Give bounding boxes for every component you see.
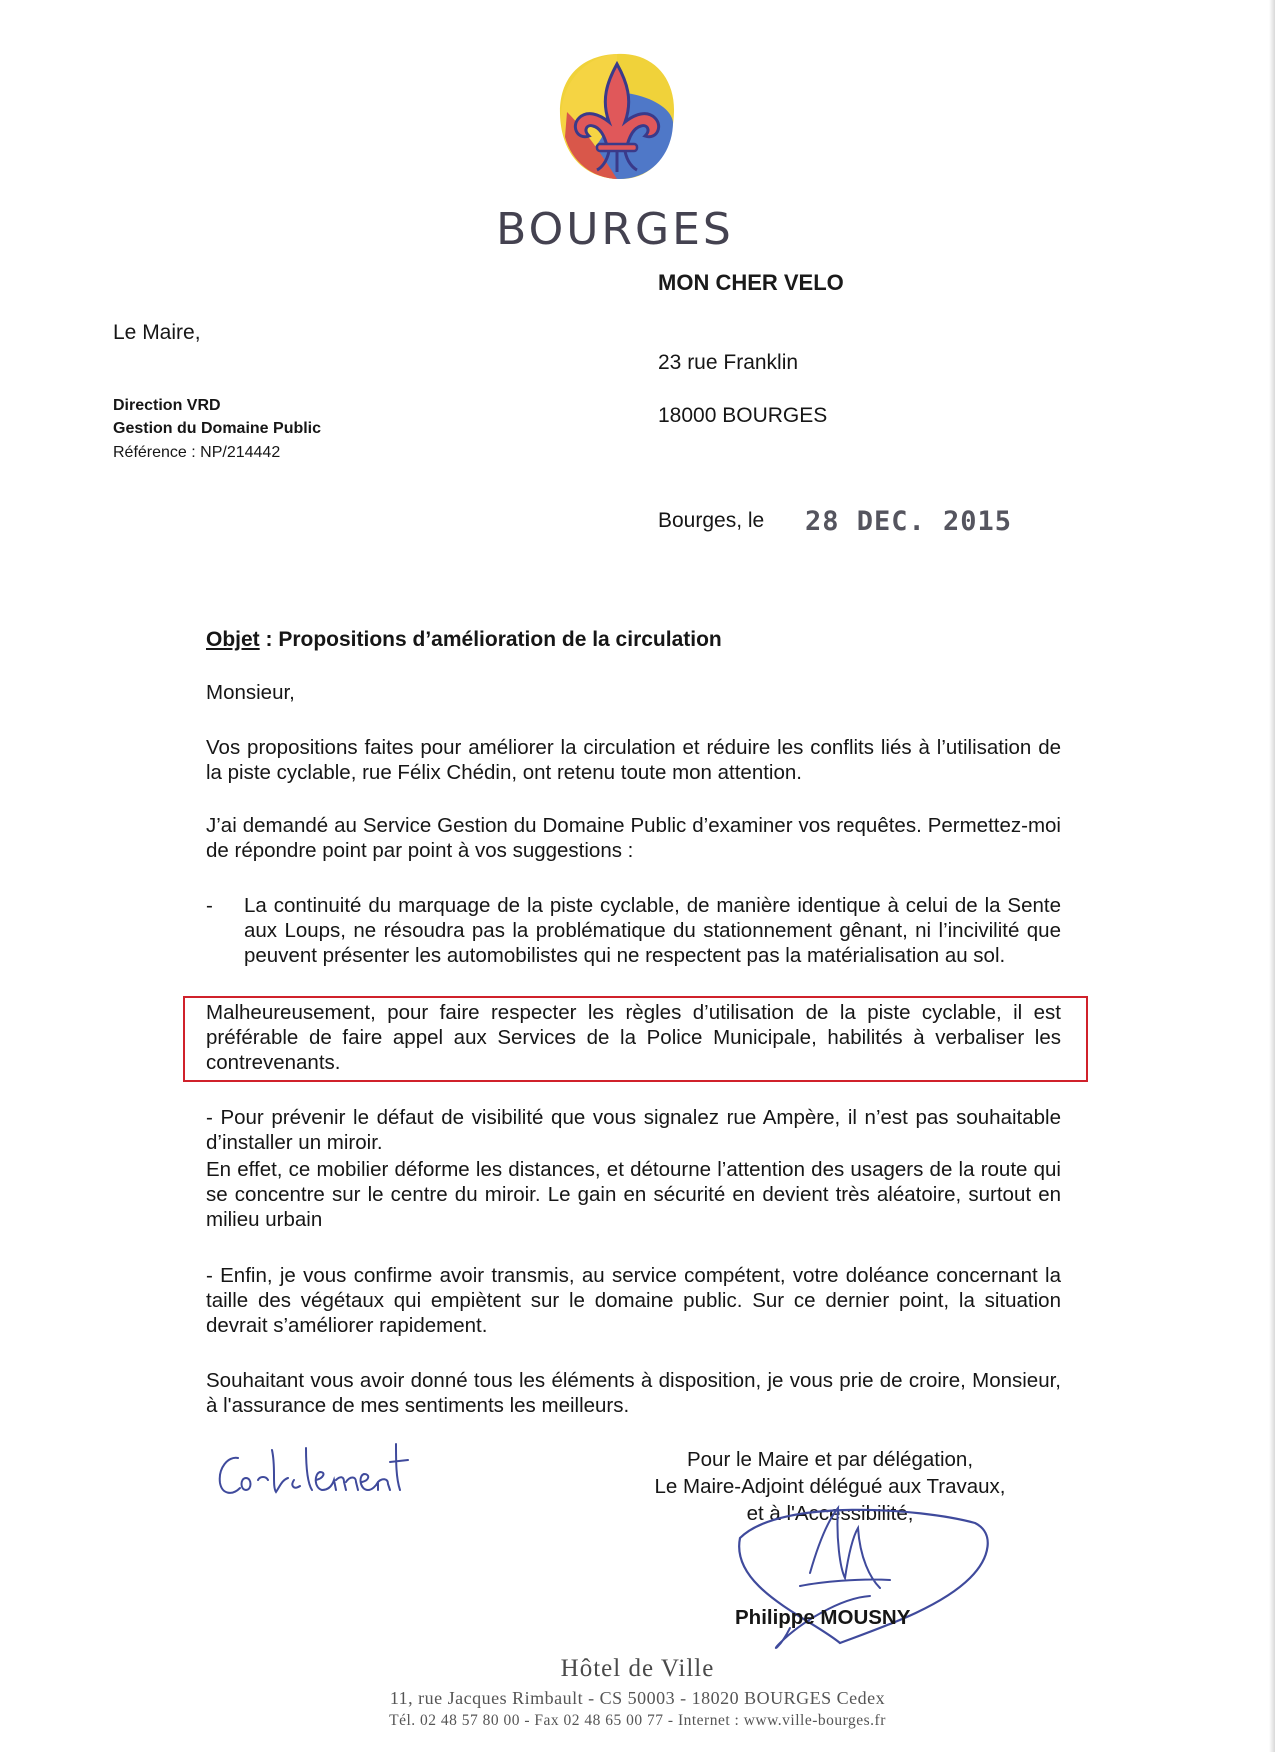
salutation: Monsieur, bbox=[206, 681, 295, 704]
signature-line-2: Le Maire-Adjoint délégué aux Travaux, bbox=[654, 1475, 1006, 1498]
signer-name: Philippe MOUSNY bbox=[735, 1606, 911, 1629]
footer-address: 11, rue Jacques Rimbault - CS 50003 - 18020 BOURGES Cedex bbox=[389, 1688, 886, 1708]
subject-text: : Propositions d’amélioration de la circulation bbox=[259, 628, 722, 651]
paragraph-request: J’ai demandé au Service Gestion du Domaine Public d’examiner vos requêtes. Permettez-moi de répondre point par point à vos suggestions : bbox=[206, 814, 1061, 862]
sender-department: Direction VRD bbox=[113, 397, 221, 414]
sender-reference: Référence : NP/214442 bbox=[113, 444, 281, 461]
footer-contact: Tél. 02 48 57 80 00 - Fax 02 48 65 00 77 - Internet : www.ville-bourges.fr bbox=[389, 1712, 886, 1729]
bullet-vegetation: - Enfin, je vous confirme avoir transmis, au service compétent, votre doléance concernant la taille des végétaux qui empiètent sur le domaine public. Sur ce dernier point, la situation devrait s’améliorer rapidement. bbox=[206, 1264, 1061, 1337]
sender-service: Gestion du Domaine Public bbox=[113, 420, 322, 437]
handwritten-signature bbox=[720, 1478, 1000, 1658]
bullet-marking bbox=[206, 893, 1061, 968]
page-edge-shadow bbox=[1269, 0, 1275, 1752]
bourges-logo-icon bbox=[557, 52, 677, 182]
date-stamp: 28 DEC. 2015 bbox=[805, 506, 1013, 537]
subject-label: Objet bbox=[206, 628, 260, 651]
sender-title: Le Maire, bbox=[113, 321, 201, 344]
recipient-street: 23 rue Franklin bbox=[658, 351, 799, 374]
recipient-city: 18000 BOURGES bbox=[658, 404, 828, 427]
bullet-mirror: - Pour prévenir le défaut de visibilité que vous signalez rue Ampère, il n’est pas souhaitable d’installer un miroir. bbox=[206, 1106, 1061, 1154]
paragraph-closing: Souhaitant vous avoir donné tous les éléments à disposition, je vous prie de croire, Monsieur, à l'assurance de mes sentiments les meilleurs. bbox=[206, 1369, 1061, 1417]
recipient-name: MON CHER VELO bbox=[658, 270, 844, 295]
footer-title: Hôtel de Ville bbox=[560, 1655, 715, 1682]
bullet-marking-text: La continuité du marquage de la piste cyclable, de manière identique à celui de la Sente aux Loups, ne résoudra pas la problématique du stationnement gênant, ni l’incivilité que peuvent présenter les automobilistes qui ne respectent pas la matérialisation au sol. bbox=[244, 894, 1061, 967]
date-label: Bourges, le bbox=[658, 509, 765, 532]
bullet-dash: - bbox=[206, 894, 213, 917]
paragraph-highlighted: Malheureusement, pour faire respecter les règles d’utilisation de la piste cyclable, il est préférable de faire appel aux Services de la Police Municipale, habilités à verbaliser les contrevenants. bbox=[206, 1001, 1061, 1074]
signature-line-1: Pour le Maire et par délégation, bbox=[686, 1448, 974, 1471]
subject-line bbox=[206, 627, 1061, 652]
paragraph-mirror-detail: En effet, ce mobilier déforme les distances, et détourne l’attention des usagers de la route qui se concentre sur le centre du miroir. Le gain en sécurité en devient très aléatoire, surtout en milieu urbain bbox=[206, 1158, 1061, 1231]
city-name-wordmark: BOURGES bbox=[496, 204, 734, 255]
handwritten-cordialement bbox=[210, 1428, 420, 1508]
signature-line-3: et à l'Accessibilité, bbox=[746, 1502, 914, 1525]
paragraph-intro: Vos propositions faites pour améliorer la circulation et réduire les conflits liés à l’utilisation de la piste cyclable, rue Félix Chédin, ont retenu toute mon attention. bbox=[206, 736, 1061, 784]
